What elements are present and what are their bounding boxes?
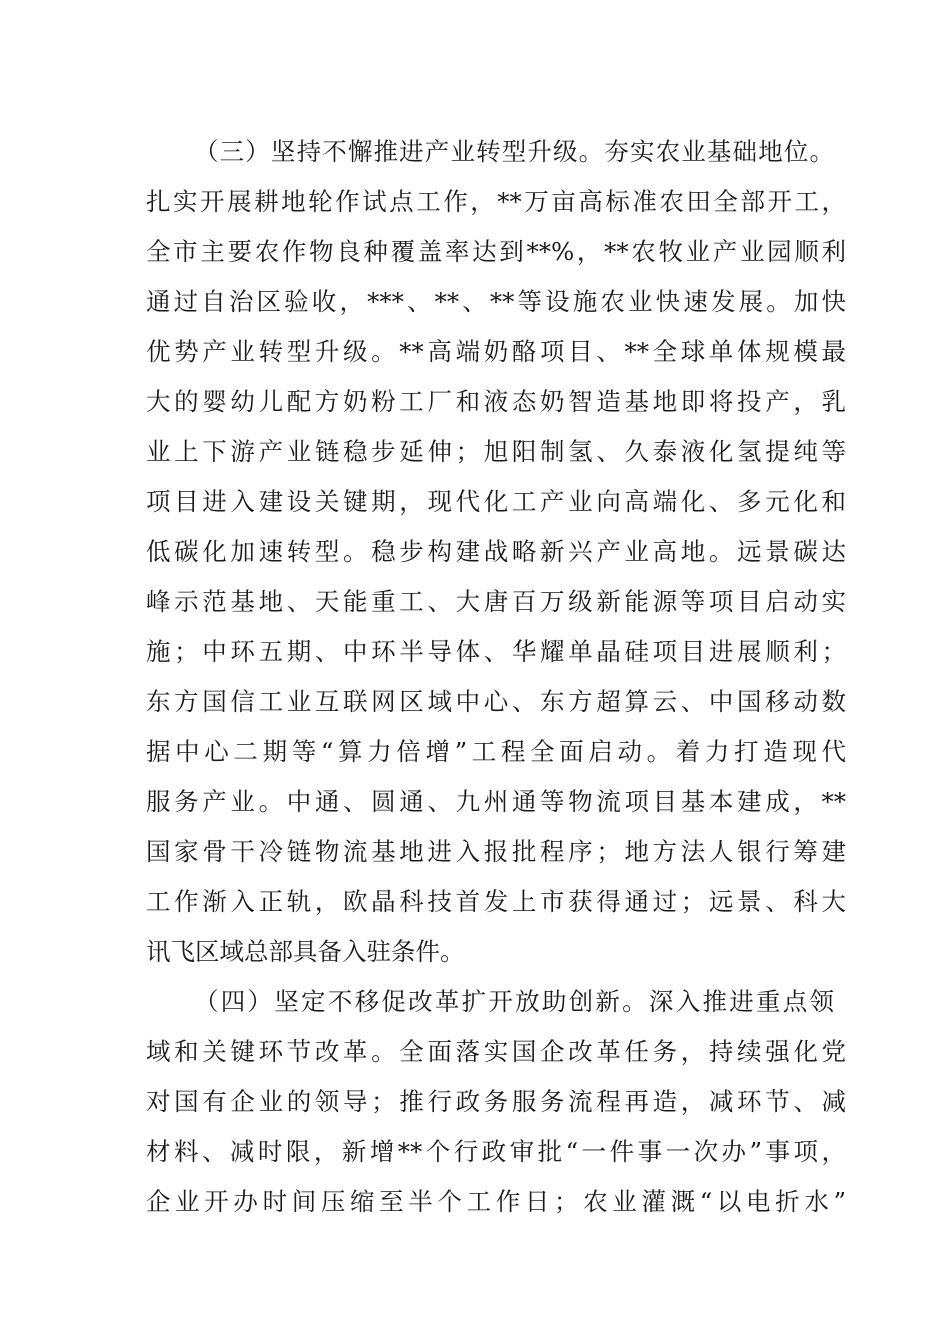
paragraph-3-line-17: 讯飞区域总部具备入驻条件。 — [146, 937, 465, 966]
paragraph-3-line-9: 低碳化加速转型。稳步构建战略新兴产业高地。远景碳达 — [146, 537, 846, 566]
paragraph-3-line-6: 大的婴幼儿配方奶粉工厂和液态奶智造基地即将投产，乳 — [146, 387, 846, 416]
paragraph-3-line-1: （三）坚持不懈推进产业转型升级。夯实农业基础地位。 — [194, 137, 834, 166]
paragraph-4-line-3: 对国有企业的领导；推行政务服务流程再造，减环节、减 — [146, 1087, 846, 1116]
paragraph-3-line-2: 扎实开展耕地轮作试点工作，**万亩高标准农田全部开工， — [146, 187, 846, 216]
paragraph-3-line-13: 据中心二期等“算力倍增”工程全面启动。着力打造现代 — [146, 737, 846, 766]
paragraph-4-line-5: 企业开办时间压缩至半个工作日；农业灌溉“以电折水” — [146, 1187, 846, 1216]
paragraph-4-line-1: （四）坚定不移促改革扩开放助创新。深入推进重点领 — [194, 987, 834, 1016]
paragraph-4-line-2: 域和关键环节改革。全面落实国企改革任务，持续强化党 — [146, 1037, 846, 1066]
paragraph-3-line-11: 施；中环五期、中环半导体、华耀单晶硅项目进展顺利； — [146, 637, 846, 666]
paragraph-3-line-12: 东方国信工业互联网区域中心、东方超算云、中国移动数 — [146, 687, 846, 716]
paragraph-3-line-5: 优势产业转型升级。**高端奶酪项目、**全球单体规模最 — [146, 337, 846, 366]
paragraph-4-line-4: 材料、减时限，新增**个行政审批“一件事一次办”事项， — [146, 1137, 846, 1166]
paragraph-3-line-15: 国家骨干冷链物流基地进入报批程序；地方法人银行筹建 — [146, 837, 846, 866]
paragraph-3-line-7: 业上下游产业链稳步延伸；旭阳制氢、久泰液化氢提纯等 — [146, 437, 846, 466]
paragraph-3-line-16: 工作渐入正轨，欧晶科技首发上市获得通过；远景、科大 — [146, 887, 846, 916]
paragraph-3-line-8: 项目进入建设关键期，现代化工产业向高端化、多元化和 — [146, 487, 846, 516]
paragraph-3-line-10: 峰示范基地、天能重工、大唐百万级新能源等项目启动实 — [146, 587, 846, 616]
paragraph-3-line-3: 全市主要农作物良种覆盖率达到**%，**农牧业产业园顺利 — [146, 237, 846, 266]
paragraph-3-line-4: 通过自治区验收，***、**、**等设施农业快速发展。加快 — [146, 287, 846, 316]
paragraph-3-line-14: 服务产业。中通、圆通、九州通等物流项目基本建成，** — [146, 787, 846, 816]
